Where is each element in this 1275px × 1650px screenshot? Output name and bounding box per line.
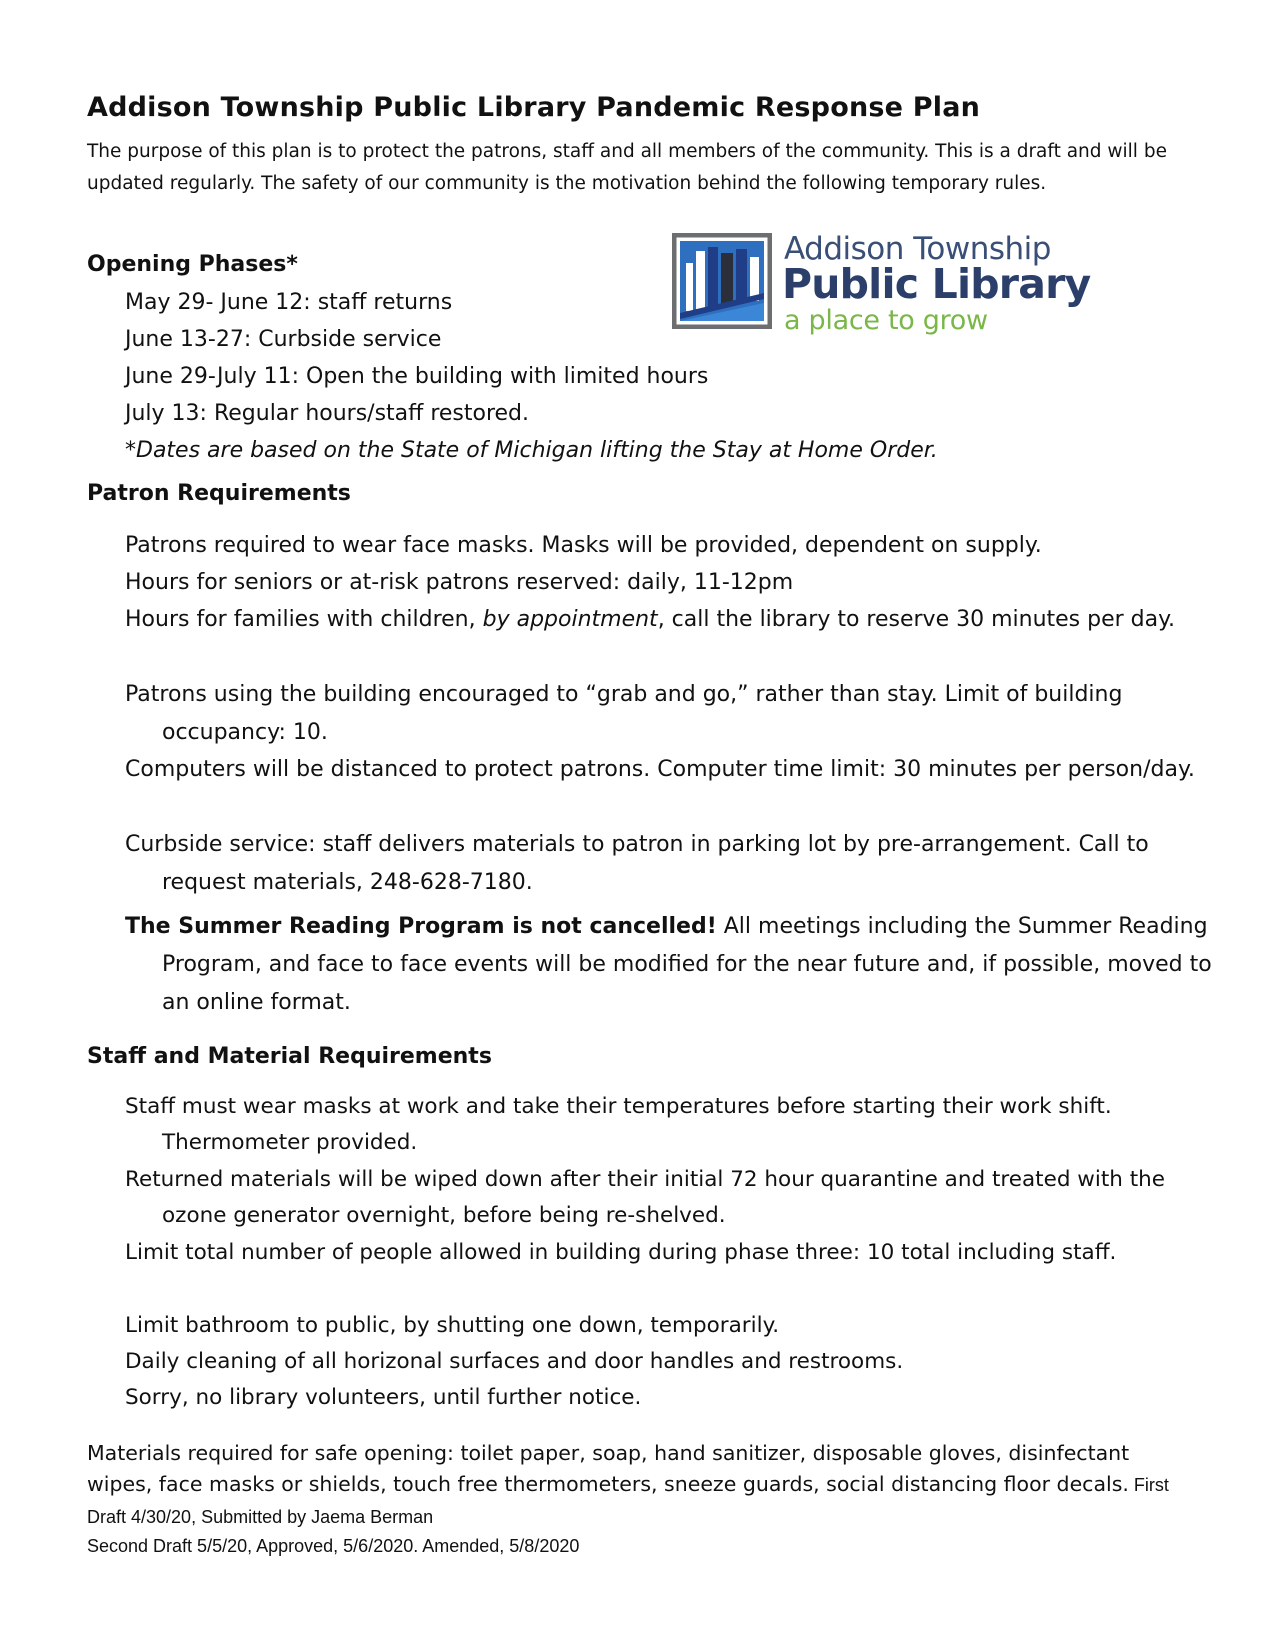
first-draft-note: First Draft 4/30/20, Submitted by Jaema Berman — [87, 1475, 1169, 1527]
footnote-mark: * — [125, 438, 136, 463]
footnote-text: Dates are based on the State of Michigan lifting the Stay at Home Order. — [136, 438, 938, 463]
intro-paragraph: The purpose of this plan is to protect the patrons, staff and all members of the community. This is a draft and will be updated regularly. The safety of our community is the motivation behind the following temporary rules. — [87, 141, 1167, 194]
patron-item: Computers will be distanced to protect patrons. Computer time limit: 30 minutes per person/day. — [125, 757, 1195, 782]
library-logo-mark — [672, 233, 772, 329]
logo-text-line1: Addison Township — [784, 231, 1051, 267]
patron-item: Patrons required to wear face masks. Masks will be provided, dependent on supply. — [125, 533, 1042, 558]
staff-item: Returned materials will be wiped down after their initial 72 hour quarantine and treated with the ozone generator overnight, before being re-shelved. — [125, 1167, 1166, 1228]
patron-item: Patrons using the building encouraged to “grab and go,” rather than stay. Limit of building occupancy: 10. — [125, 682, 1123, 745]
staff-item: Sorry, no library volunteers, until further notice. — [125, 1385, 642, 1410]
page-title: Addison Township Public Library Pandemic Response Plan — [87, 92, 981, 123]
logo-text-line2: Public Library — [782, 260, 1091, 308]
phase-item: June 29-July 11: Open the building with limited hours — [125, 364, 709, 389]
opening-phases-heading: Opening Phases* — [87, 252, 298, 277]
families-italic: by appointment — [482, 607, 658, 632]
families-text: Hours for families with children, — [125, 607, 483, 632]
patron-item-families — [125, 601, 1217, 639]
patron-item: Hours for seniors or at-risk patrons reserved: daily, 11-12pm — [125, 570, 794, 595]
staff-item: Limit total number of people allowed in building during phase three: 10 total including staff. — [125, 1240, 1117, 1265]
staff-requirements-heading: Staff and Material Requirements — [87, 1044, 492, 1069]
logo-tagline: a place to grow — [784, 305, 988, 336]
summer-reading-callout: The Summer Reading Program is not cancelled! — [125, 914, 717, 939]
phase-item: July 13: Regular hours/staff restored. — [125, 401, 530, 426]
summer-reading-item — [125, 908, 1217, 1022]
summer-reading-text: All meetings including the Summer Reading Program, and face to face events will be modified for the near future and, if possible, moved to an online format. — [162, 914, 1212, 1015]
staff-item: Daily cleaning of all horizonal surfaces and door handles and restrooms. — [125, 1349, 904, 1374]
staff-item: Staff must wear masks at work and take their temperatures before starting their work shift. Thermometer provided. — [125, 1094, 1112, 1155]
materials-text: Materials required for safe opening: toilet paper, soap, hand sanitizer, disposable gloves, disinfectant wipes, face masks or shields, touch free thermometers, sneeze guards, social distancing floor decals. — [87, 1441, 1130, 1496]
patron-requirements-heading: Patron Requirements — [87, 481, 351, 506]
library-logo — [672, 231, 1112, 336]
phases-footnote — [125, 437, 938, 465]
phase-item: June 13-27: Curbside service — [125, 327, 442, 352]
materials-paragraph — [87, 1438, 1197, 1533]
families-text-end: , call the library to reserve 30 minutes per day. — [657, 607, 1175, 632]
second-draft-note: Second Draft 5/5/20, Approved, 5/6/2020. Amended, 5/8/2020 — [87, 1536, 580, 1556]
patron-item: Curbside service: staff delivers materials to patron in parking lot by pre-arrangement. Call to request materials, 248-628-7180. — [125, 832, 1149, 895]
phase-item: May 29- June 12: staff returns — [125, 290, 453, 315]
staff-item: Limit bathroom to public, by shutting one down, temporarily. — [125, 1313, 780, 1338]
